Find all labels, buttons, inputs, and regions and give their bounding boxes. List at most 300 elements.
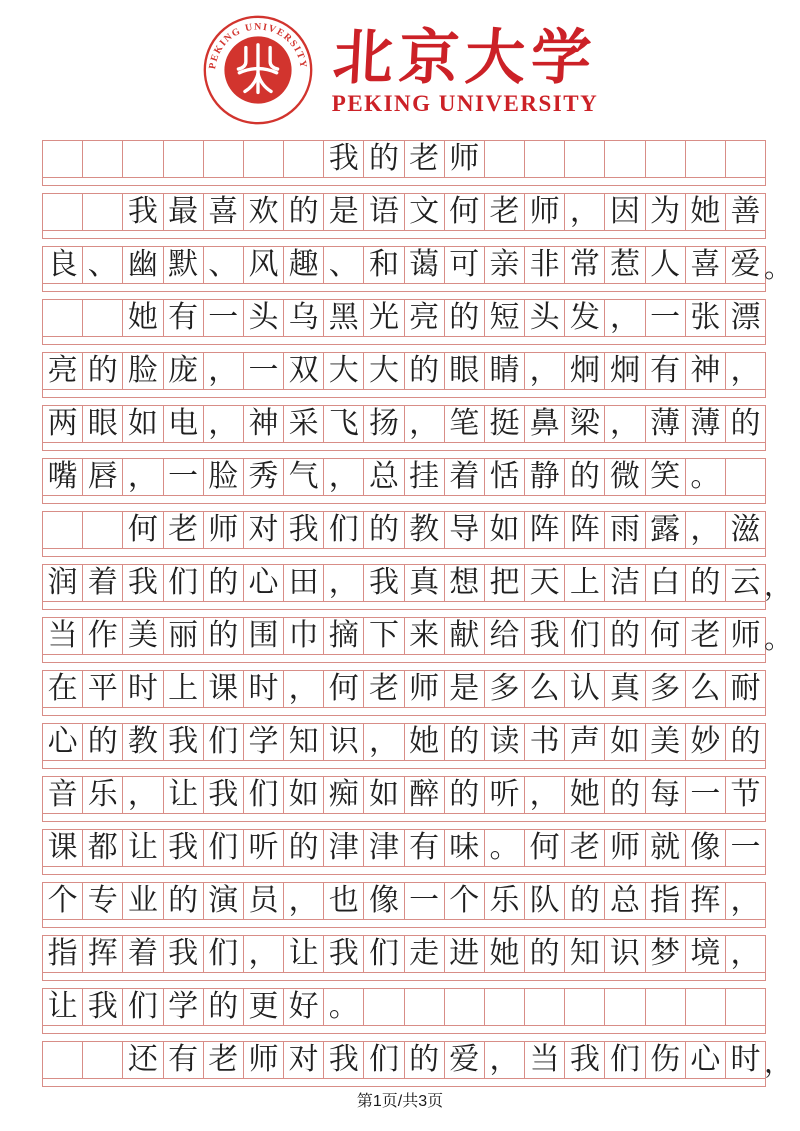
essay-row xyxy=(42,776,766,814)
char-cell: 来 xyxy=(405,618,445,654)
char-cell: ， xyxy=(525,353,565,389)
row-spacer xyxy=(42,239,766,246)
university-name-english: PEKING UNIVERSITY xyxy=(331,91,599,116)
char-cell: 阵 xyxy=(525,512,565,548)
char-cell: 的 xyxy=(565,883,605,919)
char-cell: 、 xyxy=(324,247,364,283)
row-spacer xyxy=(42,610,766,617)
essay-row xyxy=(42,935,766,973)
row-spacer xyxy=(42,928,766,935)
char-cell: 如 xyxy=(123,406,163,442)
char-cell: 神 xyxy=(244,406,284,442)
essay-row xyxy=(42,140,766,178)
char-cell: 队 xyxy=(525,883,565,919)
char-cell: 发 xyxy=(565,300,605,336)
char-cell: 的 xyxy=(525,936,565,972)
char-cell: 洁 xyxy=(605,565,645,601)
char-cell xyxy=(164,141,204,177)
char-cell: 境 xyxy=(686,936,726,972)
char-cell: 。 xyxy=(686,459,726,495)
char-cell: 唇 xyxy=(83,459,123,495)
char-cell: 师 xyxy=(730,619,761,652)
row-spacer xyxy=(42,822,766,829)
char-cell: 乐 xyxy=(485,883,525,919)
char-cell: 师 xyxy=(405,671,445,707)
char-cell: ， xyxy=(485,1042,525,1078)
char-cell: 的 xyxy=(605,777,645,813)
char-cell: 师 xyxy=(204,512,244,548)
char-cell: 总 xyxy=(364,459,404,495)
char-cell: 秀 xyxy=(244,459,284,495)
char-cell: ， xyxy=(405,406,445,442)
char-cell: 识 xyxy=(324,724,364,760)
char-cell: 献 xyxy=(445,618,485,654)
char-cell: 黑 xyxy=(324,300,364,336)
essay-row xyxy=(42,458,766,496)
char-cell: 是 xyxy=(324,194,364,230)
char-cell: 着 xyxy=(445,459,485,495)
char-cell: 短 xyxy=(485,300,525,336)
char-cell: 们 xyxy=(364,1042,404,1078)
char-cell: 们 xyxy=(204,936,244,972)
row-spacer xyxy=(42,981,766,988)
university-name-block xyxy=(332,25,598,115)
char-cell: 课 xyxy=(43,830,83,866)
char-cell: 的 xyxy=(204,565,244,601)
char-cell: 脸 xyxy=(204,459,244,495)
char-cell: 知 xyxy=(284,724,324,760)
char-cell xyxy=(43,194,83,230)
row-gap-strip xyxy=(42,602,766,610)
char-cell: 读 xyxy=(485,724,525,760)
char-cell: 们 xyxy=(565,618,605,654)
char-cell: ， xyxy=(244,936,284,972)
char-cell: 她 xyxy=(565,777,605,813)
char-cell: 痴 xyxy=(324,777,364,813)
char-cell: 语 xyxy=(364,194,404,230)
char-cell: 双 xyxy=(284,353,324,389)
char-cell xyxy=(123,141,163,177)
char-cell: 一 xyxy=(686,777,726,813)
char-cell: 乐 xyxy=(83,777,123,813)
char-cell: 美 xyxy=(646,724,686,760)
char-cell: 指 xyxy=(646,883,686,919)
char-cell: 一 xyxy=(405,883,445,919)
char-cell: 上 xyxy=(164,671,204,707)
essay-row xyxy=(42,405,766,443)
char-cell: 业 xyxy=(123,883,163,919)
char-cell: 像 xyxy=(364,883,404,919)
char-cell: 的 xyxy=(445,300,485,336)
char-cell: 嘴 xyxy=(43,459,83,495)
char-cell: 们 xyxy=(605,1042,645,1078)
char-cell: 平 xyxy=(83,671,123,707)
char-cell: 音 xyxy=(43,777,83,813)
row-spacer xyxy=(42,769,766,776)
char-cell: 何 xyxy=(123,512,163,548)
char-cell: 漂 xyxy=(730,301,761,334)
char-cell: 耐 xyxy=(730,672,761,705)
char-cell: 更 xyxy=(244,989,284,1025)
char-cell: 一 xyxy=(164,459,204,495)
char-cell: 妙 xyxy=(686,724,726,760)
char-cell: 的 xyxy=(204,618,244,654)
char-cell: 大 xyxy=(364,353,404,389)
char-cell: 如 xyxy=(485,512,525,548)
char-cell: 一 xyxy=(646,300,686,336)
peking-university-seal-icon xyxy=(202,14,314,126)
char-cell: 的 xyxy=(364,512,404,548)
char-cell: 人 xyxy=(646,247,686,283)
char-cell: 。 xyxy=(324,989,364,1025)
char-cell: 有 xyxy=(164,1042,204,1078)
char-cell: 真 xyxy=(405,565,445,601)
row-spacer xyxy=(42,663,766,670)
char-cell: 就 xyxy=(646,830,686,866)
char-cell: 当 xyxy=(525,1042,565,1078)
char-cell: ， xyxy=(284,671,324,707)
row-gap-strip xyxy=(42,655,766,663)
char-cell: 学 xyxy=(164,989,204,1025)
university-name-chinese: 北京大学 xyxy=(331,25,599,91)
char-cell: 让 xyxy=(284,936,324,972)
char-cell: 头 xyxy=(244,300,284,336)
char-cell: 们 xyxy=(164,565,204,601)
char-cell: 巾 xyxy=(284,618,324,654)
char-cell: 当 xyxy=(43,618,83,654)
essay-row xyxy=(42,988,766,1026)
char-cell: 的 xyxy=(445,777,485,813)
char-cell: 爱 xyxy=(445,1042,485,1078)
char-cell: 露 xyxy=(646,512,686,548)
char-cell: 像 xyxy=(686,830,726,866)
row-gap-strip xyxy=(42,178,766,186)
char-cell: 们 xyxy=(244,777,284,813)
char-cell: 眼 xyxy=(83,406,123,442)
char-cell: 我 xyxy=(565,1042,605,1078)
char-cell: 她 xyxy=(405,724,445,760)
char-cell: 员 xyxy=(244,883,284,919)
char-cell: ， xyxy=(324,565,364,601)
row-spacer xyxy=(42,504,766,511)
essay-row xyxy=(42,246,792,284)
char-cell: 的 xyxy=(730,407,761,440)
char-cell: ， xyxy=(605,406,645,442)
char-cell: 为 xyxy=(646,194,686,230)
char-cell: 的 xyxy=(83,353,123,389)
char-cell: 脸 xyxy=(123,353,163,389)
char-cell xyxy=(83,512,123,548)
char-cell: 丽 xyxy=(164,618,204,654)
char-cell: 着 xyxy=(83,565,123,601)
char-cell: 导 xyxy=(445,512,485,548)
char-cell: 总 xyxy=(605,883,645,919)
essay-row xyxy=(42,829,766,867)
char-cell: 真 xyxy=(605,671,645,707)
char-cell: 一 xyxy=(244,353,284,389)
char-cell: 笔 xyxy=(445,406,485,442)
char-cell xyxy=(565,989,605,1025)
char-cell: 亮 xyxy=(405,300,445,336)
margin-punctuation: 。 xyxy=(763,624,792,655)
char-cell: 头 xyxy=(525,300,565,336)
essay-row xyxy=(42,670,766,708)
row-spacer xyxy=(42,875,766,882)
char-cell: 的 xyxy=(284,194,324,230)
char-cell xyxy=(83,300,123,336)
char-cell: 的 xyxy=(730,725,761,758)
char-cell: 们 xyxy=(123,989,163,1025)
row-gap-strip xyxy=(42,867,766,875)
char-cell xyxy=(605,141,645,177)
char-cell: 薄 xyxy=(686,406,726,442)
char-cell: 如 xyxy=(284,777,324,813)
char-cell: 好 xyxy=(284,989,324,1025)
char-cell: 的 xyxy=(83,724,123,760)
row-gap-strip xyxy=(42,231,766,239)
char-cell: 惹 xyxy=(605,247,645,283)
char-cell: 如 xyxy=(364,777,404,813)
char-cell: 们 xyxy=(364,936,404,972)
char-cell xyxy=(244,141,284,177)
char-cell: 在 xyxy=(43,671,83,707)
char-cell: 把 xyxy=(485,565,525,601)
char-cell: ， xyxy=(686,512,726,548)
char-cell: 天 xyxy=(525,565,565,601)
char-cell: 也 xyxy=(324,883,364,919)
char-cell xyxy=(43,141,83,177)
char-cell: 我 xyxy=(123,194,163,230)
row-gap-strip xyxy=(42,496,766,504)
char-cell: 时 xyxy=(123,671,163,707)
char-cell xyxy=(485,989,525,1025)
row-gap-strip xyxy=(42,1079,766,1087)
char-cell: 蔼 xyxy=(405,247,445,283)
char-cell: 老 xyxy=(565,830,605,866)
char-cell: 何 xyxy=(324,671,364,707)
char-cell: ， xyxy=(324,459,364,495)
char-cell: 一 xyxy=(730,831,761,864)
char-cell: 风 xyxy=(244,247,284,283)
char-cell: ， xyxy=(605,300,645,336)
char-cell xyxy=(646,989,686,1025)
essay-row xyxy=(42,193,766,231)
char-cell: 么 xyxy=(686,671,726,707)
char-cell: 挂 xyxy=(405,459,445,495)
char-cell: 听 xyxy=(485,777,525,813)
char-cell xyxy=(525,989,565,1025)
char-cell xyxy=(43,300,83,336)
char-cell: 她 xyxy=(686,194,726,230)
char-cell: 老 xyxy=(164,512,204,548)
char-cell: 我 xyxy=(324,1042,364,1078)
char-cell: 的 xyxy=(204,989,244,1025)
char-cell xyxy=(43,1042,83,1078)
row-spacer xyxy=(42,557,766,564)
char-cell xyxy=(405,989,445,1025)
char-cell: 她 xyxy=(123,300,163,336)
char-cell: 的 xyxy=(284,830,324,866)
char-cell: 因 xyxy=(605,194,645,230)
essay-row xyxy=(42,352,766,390)
char-cell: ， xyxy=(730,937,761,970)
char-cell: 我 xyxy=(164,830,204,866)
char-cell: 扬 xyxy=(364,406,404,442)
row-spacer xyxy=(42,345,766,352)
char-cell: 进 xyxy=(445,936,485,972)
char-cell: 良 xyxy=(43,247,83,283)
char-cell: 。 xyxy=(485,830,525,866)
char-cell: 默 xyxy=(164,247,204,283)
row-spacer xyxy=(42,398,766,405)
char-cell: 的 xyxy=(605,618,645,654)
char-cell: 美 xyxy=(123,618,163,654)
university-header xyxy=(0,0,800,127)
row-spacer xyxy=(42,292,766,299)
char-cell xyxy=(686,141,726,177)
char-cell: 师 xyxy=(605,830,645,866)
char-cell: ， xyxy=(364,724,404,760)
char-cell: 每 xyxy=(646,777,686,813)
row-spacer xyxy=(42,186,766,193)
page-indicator: 第1页/共3页 xyxy=(356,1093,444,1110)
char-cell: 的 xyxy=(164,883,204,919)
char-cell: 的 xyxy=(405,1042,445,1078)
char-cell: 们 xyxy=(324,512,364,548)
char-cell: 有 xyxy=(405,830,445,866)
char-cell: 着 xyxy=(123,936,163,972)
char-cell: 伤 xyxy=(646,1042,686,1078)
char-cell: 挺 xyxy=(485,406,525,442)
char-cell: 作 xyxy=(83,618,123,654)
char-cell: 、 xyxy=(83,247,123,283)
char-cell: 亲 xyxy=(485,247,525,283)
char-cell: 津 xyxy=(324,830,364,866)
char-cell: 围 xyxy=(244,618,284,654)
char-cell: 下 xyxy=(364,618,404,654)
char-cell xyxy=(204,141,244,177)
char-cell: 我 xyxy=(164,724,204,760)
char-cell: 气 xyxy=(284,459,324,495)
char-cell: 津 xyxy=(364,830,404,866)
char-cell: 演 xyxy=(204,883,244,919)
char-cell: 我 xyxy=(364,565,404,601)
char-cell: 挥 xyxy=(83,936,123,972)
char-cell: ， xyxy=(284,883,324,919)
char-cell: 走 xyxy=(405,936,445,972)
char-cell: 非 xyxy=(525,247,565,283)
char-cell: 挥 xyxy=(686,883,726,919)
char-cell: 心 xyxy=(244,565,284,601)
char-cell: 时 xyxy=(730,1043,761,1076)
char-cell xyxy=(525,141,565,177)
char-cell: 笑 xyxy=(646,459,686,495)
char-cell: 神 xyxy=(686,353,726,389)
essay-row xyxy=(42,511,766,549)
char-cell: 可 xyxy=(445,247,485,283)
char-cell: 一 xyxy=(204,300,244,336)
char-cell: 声 xyxy=(565,724,605,760)
char-cell: ， xyxy=(204,406,244,442)
row-spacer xyxy=(42,451,766,458)
char-cell: 如 xyxy=(605,724,645,760)
margin-punctuation: ， xyxy=(763,1048,792,1079)
char-cell: 两 xyxy=(43,406,83,442)
char-cell: 都 xyxy=(83,830,123,866)
row-gap-strip xyxy=(42,973,766,981)
char-cell: 我 xyxy=(204,777,244,813)
row-spacer xyxy=(42,716,766,723)
char-cell: ， xyxy=(730,354,761,387)
char-cell: 何 xyxy=(525,830,565,866)
char-cell: 有 xyxy=(646,353,686,389)
char-cell: 薄 xyxy=(646,406,686,442)
char-cell: 老 xyxy=(405,141,445,177)
char-cell: 们 xyxy=(204,724,244,760)
char-cell: 多 xyxy=(485,671,525,707)
char-cell xyxy=(485,141,525,177)
char-cell: 的 xyxy=(364,141,404,177)
char-cell: 梁 xyxy=(565,406,605,442)
row-gap-strip xyxy=(42,920,766,928)
char-cell: 鼻 xyxy=(525,406,565,442)
char-cell: 老 xyxy=(204,1042,244,1078)
char-cell: 欢 xyxy=(244,194,284,230)
char-cell: 有 xyxy=(164,300,204,336)
row-gap-strip xyxy=(42,443,766,451)
char-cell: 亮 xyxy=(43,353,83,389)
essay-grid xyxy=(42,140,792,1087)
char-cell: 想 xyxy=(445,565,485,601)
char-cell: ， xyxy=(565,194,605,230)
char-cell: ， xyxy=(204,353,244,389)
char-cell: 教 xyxy=(405,512,445,548)
char-cell: 课 xyxy=(204,671,244,707)
char-cell: 个 xyxy=(445,883,485,919)
char-cell xyxy=(726,989,765,1025)
char-cell: 心 xyxy=(686,1042,726,1078)
char-cell: 善 xyxy=(730,195,761,228)
char-cell: 我 xyxy=(123,565,163,601)
row-gap-strip xyxy=(42,284,766,292)
char-cell: 喜 xyxy=(204,194,244,230)
essay-row xyxy=(42,564,792,602)
char-cell: 多 xyxy=(646,671,686,707)
char-cell: 我 xyxy=(164,936,204,972)
char-cell: 炯 xyxy=(605,353,645,389)
margin-punctuation: ， xyxy=(763,571,792,602)
char-cell: 静 xyxy=(525,459,565,495)
row-gap-strip xyxy=(42,390,766,398)
char-cell: 我 xyxy=(83,989,123,1025)
char-cell: 给 xyxy=(485,618,525,654)
char-cell: 幽 xyxy=(123,247,163,283)
char-cell: 么 xyxy=(525,671,565,707)
char-cell: 摘 xyxy=(324,618,364,654)
char-cell: 她 xyxy=(485,936,525,972)
char-cell: ， xyxy=(123,459,163,495)
char-cell: 恬 xyxy=(485,459,525,495)
char-cell: 何 xyxy=(646,618,686,654)
essay-row xyxy=(42,882,766,920)
char-cell: 爱 xyxy=(730,248,761,281)
char-cell: 师 xyxy=(244,1042,284,1078)
char-cell: 书 xyxy=(525,724,565,760)
char-cell: 老 xyxy=(485,194,525,230)
char-cell: 让 xyxy=(164,777,204,813)
char-cell: 老 xyxy=(686,618,726,654)
char-cell: 上 xyxy=(565,565,605,601)
